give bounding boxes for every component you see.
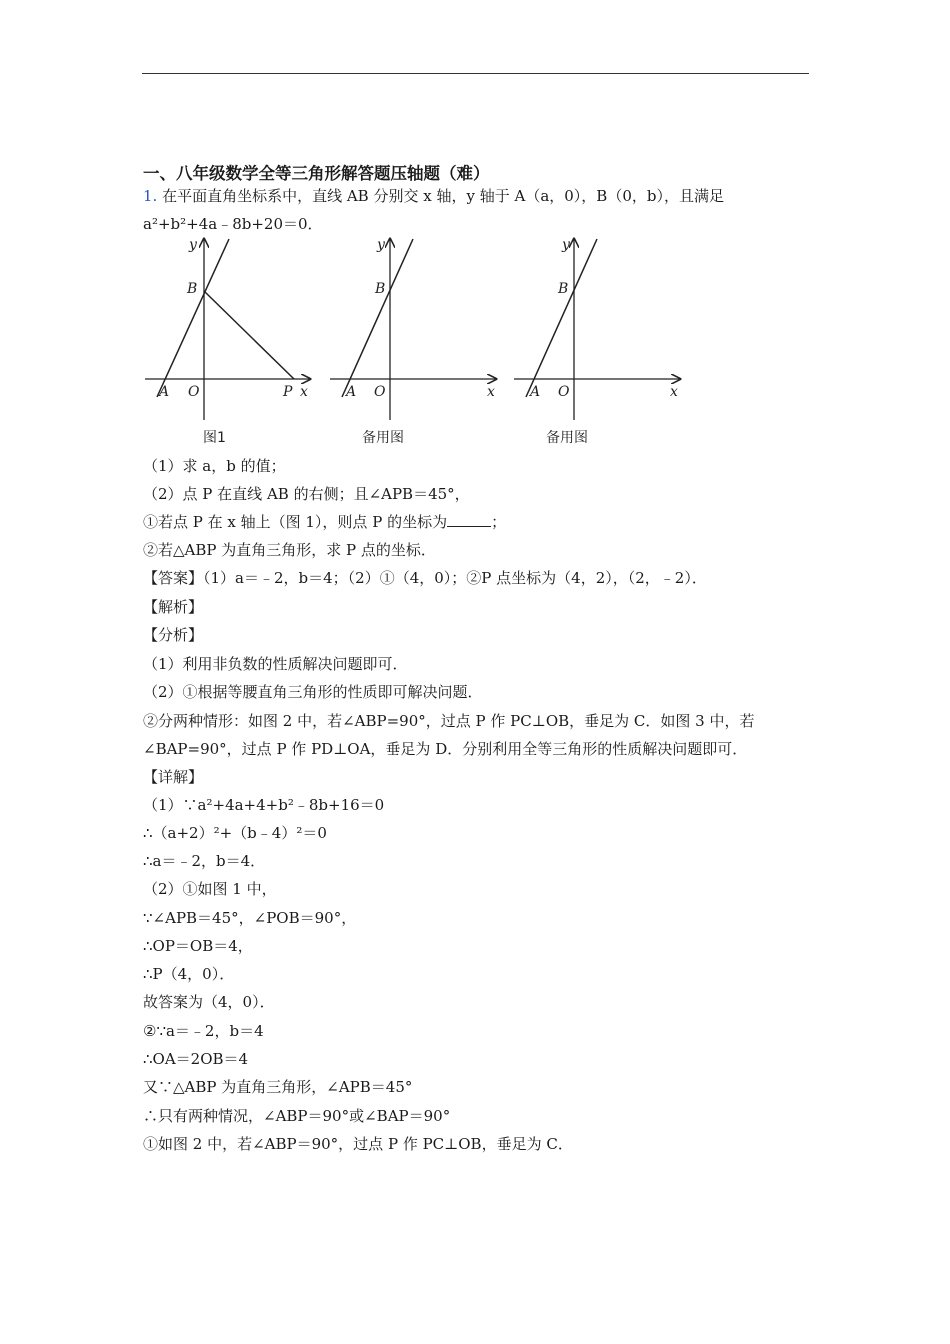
figure-3 — [514, 237, 680, 446]
coordinate-figures — [143, 235, 693, 455]
detail-line: ∴P（4，0）． — [143, 965, 235, 983]
label-y: y — [377, 237, 385, 253]
question-stem-line-2: a²+b²+4a﹣8b+20＝0． — [143, 215, 323, 233]
question-stem-text: 在平面直角坐标系中，直线 AB 分别交 x 轴，y 轴于 A（a，0），B（0，b），且满足 — [157, 187, 724, 205]
detail-line: （1）∵a²+4a+4+b²﹣8b+16＝0 — [143, 796, 385, 814]
detail-line: ∴只有两种情况，∠ABP＝90°或∠BAP＝90° — [143, 1107, 451, 1125]
answer-line: 【答案】（1）a＝﹣2，b＝4；（2）①（4，0）；②P 点坐标为（4，2），（2，﹣2）． — [143, 569, 707, 587]
detail-line: 故答案为（4，0）． — [143, 993, 275, 1011]
label-b: B — [375, 281, 386, 297]
label-b: B — [187, 281, 198, 297]
figure-caption: 备用图 — [546, 430, 588, 446]
fenxi-header: 【分析】 — [143, 626, 204, 644]
part-2a — [143, 512, 506, 532]
fenxi-line: （1）利用非负数的性质解决问题即可． — [143, 655, 408, 673]
header-rule — [142, 73, 809, 74]
question-stem-line-1 — [143, 186, 724, 206]
part-1: （1）求 a，b 的值； — [143, 457, 286, 475]
detail-line: ∴（a+2）²+（b﹣4）²＝0 — [143, 824, 327, 842]
figure-caption: 图1 — [203, 430, 226, 446]
detail-line: （2）①如图 1 中， — [143, 880, 277, 898]
label-o: O — [188, 384, 200, 400]
line-ab — [342, 239, 413, 397]
figure-caption: 备用图 — [362, 430, 404, 446]
detail-line: ∵∠APB＝45°，∠POB＝90°， — [143, 909, 357, 927]
detail-header: 【详解】 — [143, 768, 204, 786]
detail-line: ①如图 2 中，若∠ABP＝90°，过点 P 作 PC⊥OB，垂足为 C． — [143, 1135, 573, 1153]
label-p: P — [283, 384, 293, 400]
label-x: x — [300, 384, 308, 400]
label-a: A — [346, 384, 357, 400]
label-y: y — [189, 237, 197, 253]
label-x: x — [487, 384, 495, 400]
answer-blank — [447, 512, 491, 527]
fenxi-line: ②分两种情形：如图 2 中，若∠ABP=90°，过点 P 作 PC⊥OB，垂足为 C．如图 3 中，若 — [143, 712, 755, 730]
label-b: B — [558, 281, 569, 297]
question-number: 1. — [143, 187, 158, 205]
fenxi-line: ∠BAP=90°，过点 P 作 PD⊥OA，垂足为 D．分别利用全等三角形的性质解决问题即可． — [143, 740, 748, 758]
segment-bp — [204, 291, 294, 379]
part-2a-end: ； — [491, 513, 507, 531]
label-o: O — [558, 384, 570, 400]
label-a: A — [530, 384, 541, 400]
section-title: 一、八年级数学全等三角形解答题压轴题（难） — [143, 164, 490, 183]
label-y: y — [562, 237, 570, 253]
line-ab — [157, 239, 229, 397]
detail-line: ②∵a＝﹣2，b＝4 — [143, 1022, 264, 1040]
detail-line: ∴a＝﹣2，b＝4． — [143, 852, 266, 870]
fenxi-line: （2）①根据等腰直角三角形的性质即可解决问题． — [143, 683, 483, 701]
figure-2 — [330, 237, 496, 446]
figure-1 — [145, 237, 310, 446]
detail-line: ∴OP＝OB＝4， — [143, 937, 253, 955]
line-ab — [526, 239, 597, 397]
detail-line: 又∵△ABP 为直角三角形，∠APB＝45° — [143, 1078, 413, 1096]
part-2b: ②若△ABP 为直角三角形，求 P 点的坐标． — [143, 541, 436, 559]
detail-line: ∴OA＝2OB＝4 — [143, 1050, 249, 1068]
analysis-header: 【解析】 — [143, 598, 204, 616]
label-o: O — [374, 384, 386, 400]
label-a: A — [159, 384, 170, 400]
label-x: x — [670, 384, 678, 400]
part-2: （2）点 P 在直线 AB 的右侧；且∠APB＝45°， — [143, 485, 470, 503]
part-2a-text: ①若点 P 在 x 轴上（图 1），则点 P 的坐标为 — [143, 513, 448, 531]
